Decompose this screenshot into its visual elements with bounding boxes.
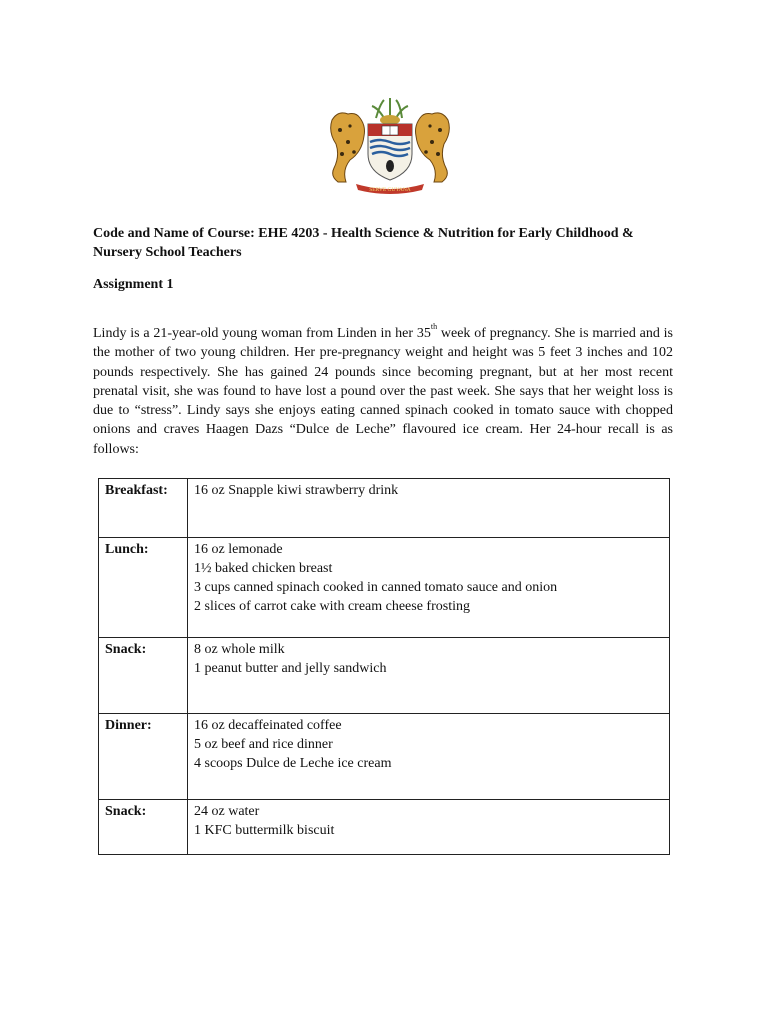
case-text-rest: week of pregnancy. She is married and is the mother of two young children. Her pre-pregnancy weight and height was 5 feet 3 inches and 102 pounds respectively. She has gained 24 pounds since becoming pregnant, but at her most recent prenatal visit, she was found to have lost a pound over the past week. She says that her weight loss is due to “stress”. Lindy says she enjoys eating canned spinach cooked in tomato sauce with chopped onions and craves Haagen Dazs “Dulce de Leche” flavoured ice cream. Her 24-hour recall is as follows: [93, 326, 673, 457]
recall-table [98, 478, 670, 855]
table-row [99, 479, 670, 538]
crest-motto: SERVE GUYANA [369, 187, 411, 193]
coat-of-arms-logo [318, 96, 462, 196]
table-row [99, 714, 670, 800]
food-item: 1 peanut butter and jelly sandwich [194, 661, 387, 676]
meal-label: Breakfast: [99, 479, 188, 538]
food-item: 4 scoops Dulce de Leche ice cream [194, 756, 392, 771]
food-item: 16 oz decaffeinated coffee [194, 718, 342, 733]
food-item: 5 oz beef and rice dinner [194, 737, 333, 752]
food-item: 8 oz whole milk [194, 642, 285, 657]
meal-label: Lunch: [99, 538, 188, 638]
case-text-start: Lindy is a 21-year-old young woman from Linden in her 35 [93, 326, 431, 341]
course-heading: Code and Name of Course: EHE 4203 - Health Science & Nutrition for Early Childhood & Nursery School Teachers [93, 226, 634, 260]
meal-items [188, 800, 670, 855]
case-paragraph [93, 324, 673, 459]
meal-items [188, 538, 670, 638]
food-item: 24 oz water [194, 804, 260, 819]
meal-label: Dinner: [99, 714, 188, 800]
food-item: 2 slices of carrot cake with cream cheese frosting [194, 599, 470, 614]
food-item: 1½ baked chicken breast [194, 561, 333, 576]
meal-items [188, 638, 670, 714]
table-row [99, 800, 670, 855]
meal-items [188, 714, 670, 800]
assignment-title: Assignment 1 [93, 277, 174, 292]
meal-label: Snack: [99, 800, 188, 855]
ordinal-suffix: th [430, 322, 438, 332]
table-row [99, 638, 670, 714]
food-item: 16 oz Snapple kiwi strawberry drink [194, 483, 399, 498]
table-row [99, 538, 670, 638]
food-item: 1 KFC buttermilk biscuit [194, 823, 335, 838]
meal-items [188, 479, 670, 538]
food-item: 16 oz lemonade [194, 542, 283, 557]
meal-label: Snack: [99, 638, 188, 714]
food-item: 3 cups canned spinach cooked in canned tomato sauce and onion [194, 580, 558, 595]
